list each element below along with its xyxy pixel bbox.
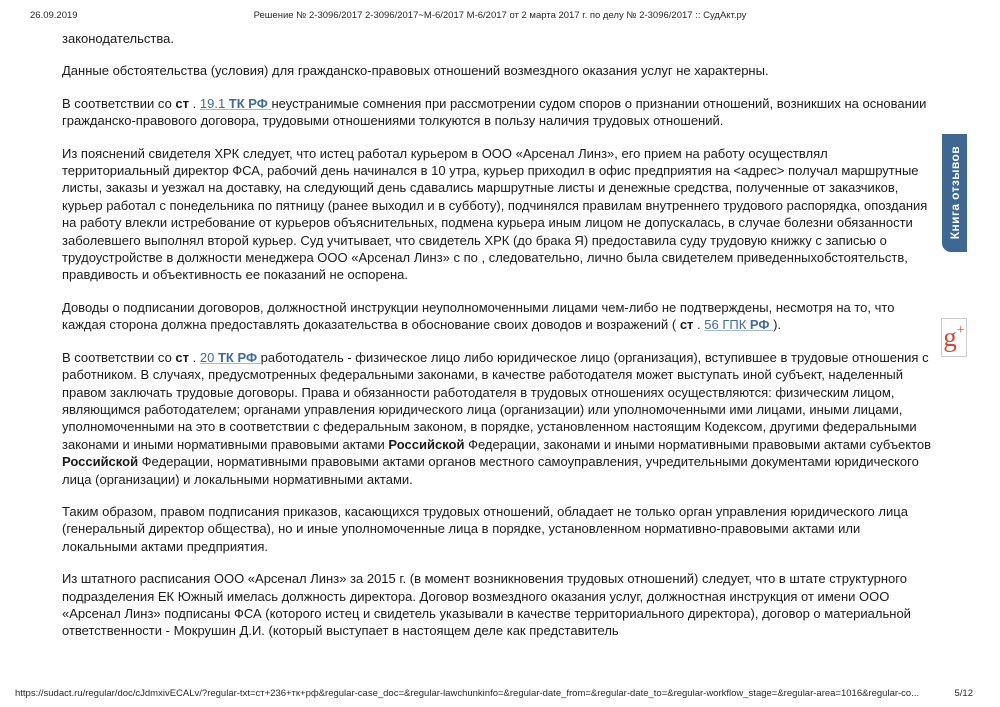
- text-segment: В соответствии со: [62, 349, 176, 365]
- text-segment: Из штатного расписания ООО «Арсенал Линз» за 2015 г. (в момент возникновения трудовых отношений) следует, что в штате структурного подразделения ЕК Южный имелась должность директора. Договор возмездного оказания услуг, должностная инструкция от имени ООО «Арсенал Линз» подписаны ФСА (которого истец и свидетель указывали в качестве территориального директора), договор о материальной ответственности - Мокрушин Д.И. (который выступает в настоящем деле как представитель: [62, 571, 911, 639]
- law-link[interactable]: 56 ГПК: [704, 317, 750, 333]
- feedback-book-tab-label: Книга отзывов: [947, 146, 962, 240]
- page-indicator: 5/12: [954, 688, 973, 699]
- paragraph: [62, 570, 935, 640]
- document-body: [62, 30, 935, 655]
- text-segment: Федерации, нормативными правовыми актами органов местного самоуправления, учредительными документами юридического лица (организации) и локальными нормативными актами.: [62, 454, 919, 487]
- gplus-plus-glyph: +: [956, 322, 965, 338]
- text-segment: законодательства.: [62, 31, 174, 46]
- print-header: [0, 10, 1000, 24]
- text-segment: В соответствии со: [62, 95, 176, 111]
- gplus-g-glyph: g: [943, 322, 957, 352]
- text-segment: ст: [175, 349, 190, 365]
- print-date: 26.09.2019: [30, 10, 78, 21]
- text-segment: ст: [175, 95, 190, 111]
- text-segment: ).: [773, 317, 782, 333]
- print-footer: [15, 686, 973, 699]
- law-link[interactable]: РФ: [749, 317, 774, 333]
- paragraph: [62, 299, 935, 334]
- page-title: Решение № 2-3096/2017 2-3096/2017~М-6/2017 М-6/2017 от 2 марта 2017 г. по делу № 2-3096/2017 :: СудАкт.ру: [253, 10, 747, 21]
- text-segment: неустранимые сомнения при рассмотрении судом споров о признании отношений, возникших на основании гражданско-правового договора, трудовыми отношениями толкуются в пользу наличия трудовых отношений.: [62, 95, 927, 129]
- text-segment: Российской: [388, 436, 465, 452]
- text-segment: Из пояснений свидетеля ХРК следует, что истец работал курьером в ООО «Арсенал Линз», его прием на работу осуществлял территориальный директор ФСА, рабочий день начинался в 10 утра, курьер приходил в офис предприятия на <адрес> получал маршрутные листы, заказы и уезжал на доставку, на следующий день сдавались маршрутные листы и денежные средства, полученные от заказчиков, курьер работал с понедельника по пятницу (ранее выходил и в субботу), подчинялся правилам внутреннего трудового распорядка, опоздания на работу влекли истребование от курьеров объяснительных, подмена курьера иным лицом не допускалась, в случае болезни обязанности заболевшего выполнял второй курьер. Суд учитывает, что свидетель ХРК (до брака Я) предоставила суду трудовую книжку с записью о трудоустройстве в должности менеджера ООО «Арсенал Линз» с по , следовательно, лично была свидетелем приведенныхобстоятельств, правдивость и объективность ее показаний не оспорена.: [62, 145, 928, 283]
- text-segment: ст: [679, 317, 694, 333]
- law-link[interactable]: 20: [199, 349, 218, 365]
- law-link[interactable]: 19.1: [199, 95, 229, 111]
- paragraph: [62, 95, 935, 130]
- text-segment: .: [693, 317, 705, 333]
- paragraph: [62, 145, 935, 284]
- feedback-book-tab[interactable]: [942, 134, 967, 252]
- paragraph: [62, 62, 935, 79]
- text-segment: .: [189, 95, 200, 111]
- text-segment: Доводы о подписании договоров, должностной инструкции неуполномоченными лицами чем-либо не подтверждены, несмотря на то, что каждая сторона должна предоставлять доказательства в обоснование своих доводов и возражений (: [62, 299, 895, 333]
- footer-url: https://sudact.ru/regular/doc/cJdmxivECALv/?regular-txt=ст+236+тк+рф&regular-case_doc=&regular-lawchunkinfo=&regular-date_from=&regular-date_to=&regular-workflow_stage=&regular-area=1016&regular-co...: [15, 688, 920, 699]
- law-link[interactable]: ТК РФ: [217, 349, 261, 365]
- paragraph: [62, 503, 935, 555]
- google-plus-icon[interactable]: [941, 318, 967, 357]
- paragraph: [62, 30, 935, 47]
- law-link[interactable]: ТК РФ: [228, 95, 272, 111]
- text-segment: работодатель - физическое лицо либо юридическое лицо (организация), вступившее в трудовые отношения с работником. В случаях, предусмотренных федеральными законами, в качестве работодателя может выступать иной субъект, наделенный правом заключать трудовые договоры. Права и обязанности работодателя в трудовых отношениях осуществляются: физическим лицом, являющимся работодателем; органами управления юридического лица (организации) или уполномоченными ими лицами, иными лицами, уполномоченными на это в соответствии с федеральным законом, в порядке, установленном настоящим Кодексом, другими федеральными законами и иными нормативными правовыми актами: [62, 349, 929, 452]
- text-segment: Российской: [62, 454, 139, 470]
- paragraph: [62, 349, 935, 488]
- text-segment: Данные обстоятельства (условия) для гражданско-правовых отношений возмездного оказания услуг не характерны.: [62, 63, 769, 79]
- text-segment: .: [189, 349, 200, 365]
- text-segment: Таким образом, правом подписания приказов, касающихся трудовых отношений, обладает не только орган управления юридического лица (генеральный директор общества), но и иные уполномоченные лица в порядке, установленном нормативно-правовыми актами или локальными актами предприятия.: [62, 503, 908, 554]
- text-segment: Федерации, законами и иными нормативными правовыми актами субъектов: [464, 436, 932, 452]
